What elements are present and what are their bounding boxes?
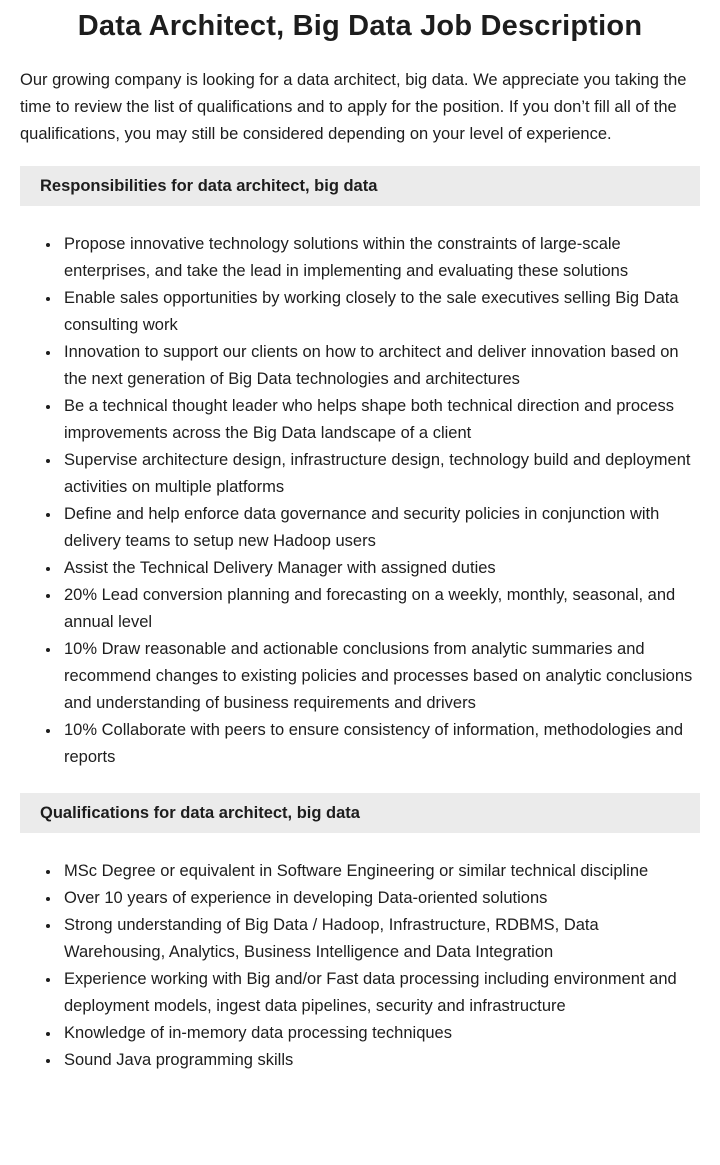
responsibilities-section-heading: Responsibilities for data architect, big data <box>20 166 700 206</box>
section-responsibilities <box>20 166 700 771</box>
qualifications-list <box>20 858 700 1074</box>
page-title: Data Architect, Big Data Job Description <box>77 10 643 42</box>
list-item: • 10% Draw reasonable and actionable conclusions from analytic summaries and recommend changes to existing policies and processes based on analytic conclusions and understanding of business requirements and drivers <box>61 636 700 717</box>
list-item: • Be a technical thought leader who helps shape both technical direction and process improvements across the Big Data landscape of a client <box>61 393 700 447</box>
list-item: • 10% Collaborate with peers to ensure consistency of information, methodologies and reports <box>61 717 700 771</box>
intro-paragraph: Our growing company is looking for a data architect, big data. We appreciate you taking the time to review the list of qualifications and to apply for the position. If you don’t fill all of the qualifications, you may still be considered depending on your level of experience. <box>20 71 687 144</box>
section-qualifications <box>20 793 700 1074</box>
list-item: • Innovation to support our clients on how to architect and deliver innovation based on the next generation of Big Data technologies and architectures <box>61 339 700 393</box>
list-item: • MSc Degree or equivalent in Software Engineering or similar technical discipline <box>61 858 700 885</box>
list-item: • 20% Lead conversion planning and forecasting on a weekly, monthly, seasonal, and annual level <box>61 582 700 636</box>
list-item: • Sound Java programming skills <box>61 1047 700 1074</box>
list-item: • Strong understanding of Big Data / Hadoop, Infrastructure, RDBMS, Data Warehousing, Analytics, Business Intelligence and Data Integration <box>61 912 700 966</box>
list-item: • Enable sales opportunities by working closely to the sale executives selling Big Data consulting work <box>61 285 700 339</box>
responsibilities-list <box>20 231 700 771</box>
qualifications-section-heading: Qualifications for data architect, big data <box>20 793 700 833</box>
list-item: • Knowledge of in-memory data processing techniques <box>61 1020 700 1047</box>
list-item: • Supervise architecture design, infrastructure design, technology build and deployment activities on multiple platforms <box>61 447 700 501</box>
list-item: • Experience working with Big and/or Fast data processing including environment and deployment models, ingest data pipelines, security and infrastructure <box>61 966 700 1020</box>
list-item: • Propose innovative technology solutions within the constraints of large-scale enterprises, and take the lead in implementing and evaluating these solutions <box>61 231 700 285</box>
list-item: • Define and help enforce data governance and security policies in conjunction with delivery teams to setup new Hadoop users <box>61 501 700 555</box>
list-item: • Assist the Technical Delivery Manager with assigned duties <box>61 555 700 582</box>
list-item: • Over 10 years of experience in developing Data-oriented solutions <box>61 885 700 912</box>
